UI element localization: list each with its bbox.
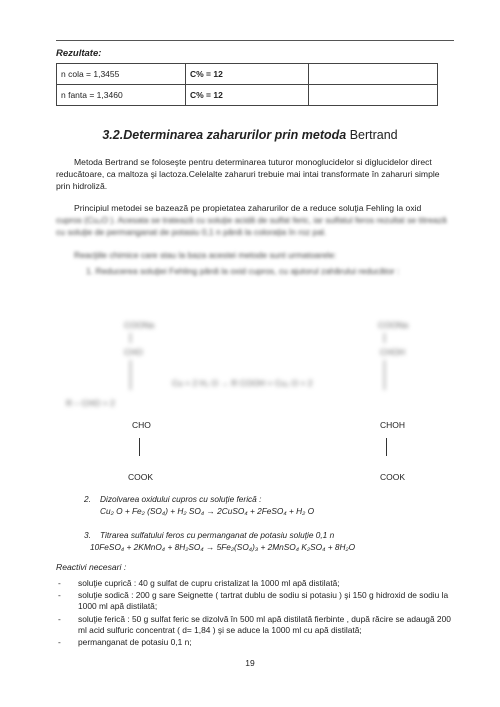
step-number: 3.: [84, 530, 91, 540]
step-equation: Cu₂ O + Fe₂ (SO₄) + H₂ SO₄ → 2CuSO₄ + 2FeSO₄ + H₂ O: [100, 506, 315, 516]
reaction-middle-blurred: Cu + 2 H₂ O → R COOH + Cu₂ O + 2: [172, 378, 313, 388]
paragraph-principle: Principiul metodei se bazează pe propietatea zaharurilor de a reduce soluţia Fehling la oxid: [74, 203, 422, 213]
reaction-choh: CHOH: [380, 420, 406, 430]
table-cell: [309, 64, 438, 85]
reaction-bond-line: [384, 333, 385, 343]
section-title: Determinarea zaharurilor prin metoda: [123, 128, 347, 142]
reaction-bond-line: [139, 438, 140, 456]
list-item: - soluţie ferică : 50 g sulfat feric se dizolvă în 500 ml apă distilată fierbinte , după răcire se adaugă 200 ml acid sulfuric concentrat ( d= 1,84 ) şi se aduce la 1000 ml cu apă distilată;: [56, 614, 454, 636]
reagents-label: Reactivi necesari :: [56, 562, 127, 572]
table-cell: C% = 12: [186, 85, 309, 106]
table-cell: n fanta = 1,3460: [57, 85, 186, 106]
step-title: Dizolvarea oxidului cupros cu soluţie ferică :: [100, 494, 262, 504]
reaction-bond-line: [130, 333, 131, 343]
section-heading: [56, 128, 444, 142]
paragraph-principle-blurred: cupros (Cu₂O ). Acesata se tratează cu soluţie acidă de sulfat feric, iar sulfatul feros rezultat se titrează cu soluţie de permanganat de potasiu 0,1 n până la colorația în roz pal.: [56, 215, 447, 237]
results-label: Rezultate:: [56, 48, 102, 59]
list-item: - permanganat de potasiu 0,1 n;: [56, 637, 454, 648]
header-rule: [56, 40, 454, 41]
list-item: - soluţie cuprică : 40 g sulfat de cupru cristalizat la 1000 ml apă distilată;: [56, 578, 454, 589]
page-number: 19: [245, 658, 255, 668]
paragraph-method: Metoda Bertrand se foloseşte pentru determinarea tuturor monoglucidelor si diglucidelor direct reducătoare, ca maltoza şi lactoza.Celelalte zaharuri trebuie mai intai transformate în zaharuri simple prin hidroliză.: [56, 157, 440, 191]
section-title-end: Bertrand: [349, 128, 398, 142]
reaction-cho-blurred: CHO: [124, 347, 143, 357]
table-cell: n cola = 1,3455: [57, 64, 186, 85]
step-equation: 10FeSO₄ + 2KMnO₄ + 8H₂SO₄ → 5Fe₂(SO₄)₃ + 2MnSO₄ K₂SO₄ + 8H₂O: [90, 542, 356, 552]
table-cell: C% = 12: [186, 64, 309, 85]
reaction-top-left: COONa: [124, 320, 155, 330]
results-table: [56, 63, 438, 106]
list-item: - soluţie sodică : 200 g sare Seignette ( tartrat dublu de sodiu si potasiu ) şi 150 g hidroxid de sodiu la 1000 ml apă distilată;: [56, 590, 454, 612]
reaction-choh-blurred: CHOH: [380, 347, 406, 357]
reaction-top-right: COONa: [378, 320, 409, 330]
table-row: [57, 64, 438, 85]
step1-blurred: 1. Reducerea soluţiei Fehling până la oxid cupros, cu ajutorul zahărului reducător :: [86, 266, 400, 276]
reaction-cook-right: COOK: [380, 472, 406, 482]
reaction-left-blurred: R – CHO + 2: [66, 398, 115, 408]
table-row: [57, 85, 438, 106]
step-number: 2.: [84, 494, 91, 504]
reaction-bond-line: [384, 360, 385, 390]
section-number: 3.2.: [102, 128, 124, 142]
reaction-cho: CHO: [132, 420, 151, 430]
paragraph-reactions-blurred: Reacţiile chimice care stau la baza acestei metode sunt urmatoarele:: [74, 250, 337, 260]
reagents-list: [56, 578, 454, 649]
step-title: Titrarea sulfatului feros cu permanganat de potasiu soluţie 0,1 n: [100, 530, 335, 540]
table-cell: [309, 85, 438, 106]
reaction-bond-line: [386, 438, 387, 456]
reaction-bond-line: [130, 360, 131, 390]
reaction-cook-left: COOK: [128, 472, 154, 482]
